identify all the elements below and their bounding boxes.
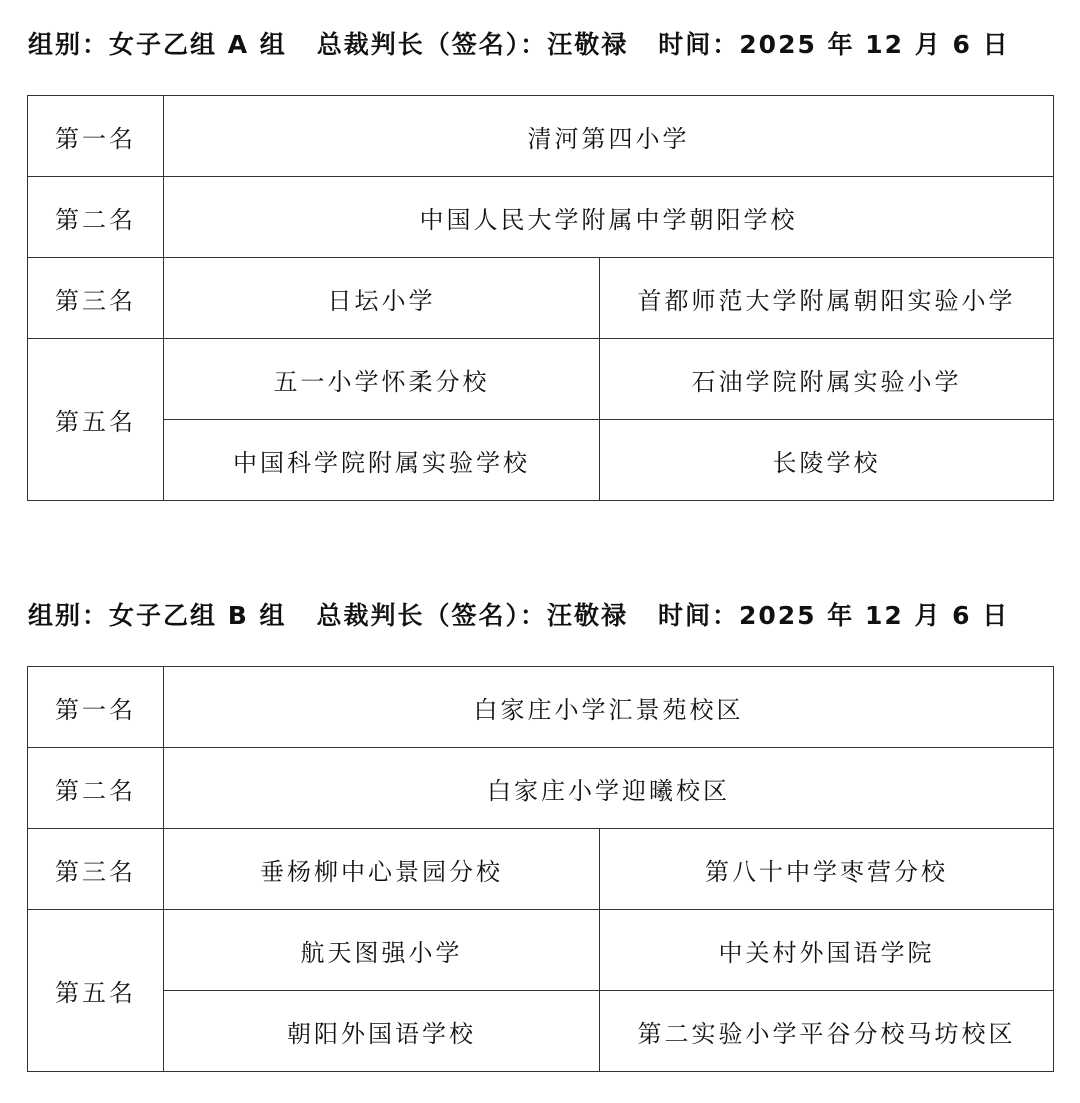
rank-cell: 第五名 [28, 339, 164, 501]
school-cell: 石油学院附属实验小学 [600, 339, 1054, 420]
rank-cell: 第一名 [28, 667, 164, 748]
date-label: 时间：2025 年 12 月 6 日 [657, 601, 1010, 630]
group-label: 组别：女子乙组 A 组 [28, 30, 287, 59]
third-place-row [28, 829, 1054, 910]
school-cell: 垂杨柳中心景园分校 [164, 829, 600, 910]
school-cell: 第八十中学枣营分校 [600, 829, 1054, 910]
rank-cell: 第二名 [28, 177, 164, 258]
rank-cell: 第一名 [28, 96, 164, 177]
group-b-header [28, 599, 1009, 633]
rank-cell: 第五名 [28, 910, 164, 1072]
fifth-place-row [28, 910, 1054, 991]
rank-cell: 第三名 [28, 829, 164, 910]
school-cell: 日坛小学 [164, 258, 600, 339]
date-label: 时间：2025 年 12 月 6 日 [658, 30, 1010, 59]
school-cell: 航天图强小学 [164, 910, 600, 991]
referee-label: 总裁判长（签名）：汪敬禄 [316, 30, 629, 59]
fifth-place-row [28, 339, 1054, 420]
school-cell: 中关村外国语学院 [600, 910, 1054, 991]
school-cell: 五一小学怀柔分校 [164, 339, 600, 420]
group-b-results-table [27, 666, 1054, 1072]
rank-cell: 第三名 [28, 258, 164, 339]
fifth-place-row [28, 420, 1054, 501]
first-place-row [28, 667, 1054, 748]
school-cell: 清河第四小学 [164, 96, 1054, 177]
third-place-row [28, 258, 1054, 339]
rank-cell: 第二名 [28, 748, 164, 829]
school-cell: 中国人民大学附属中学朝阳学校 [164, 177, 1054, 258]
first-place-row [28, 96, 1054, 177]
school-cell: 中国科学院附属实验学校 [164, 420, 600, 501]
school-cell: 白家庄小学迎曦校区 [164, 748, 1054, 829]
school-cell: 长陵学校 [600, 420, 1054, 501]
school-cell: 第二实验小学平谷分校马坊校区 [600, 991, 1054, 1072]
group-a-header [28, 28, 1010, 62]
group-a-results-table [27, 95, 1054, 501]
second-place-row [28, 748, 1054, 829]
school-cell: 朝阳外国语学校 [164, 991, 600, 1072]
school-cell: 首都师范大学附属朝阳实验小学 [600, 258, 1054, 339]
group-label: 组别：女子乙组 B 组 [28, 601, 287, 630]
second-place-row [28, 177, 1054, 258]
fifth-place-row [28, 991, 1054, 1072]
school-cell: 白家庄小学汇景苑校区 [164, 667, 1054, 748]
referee-label: 总裁判长（签名）：汪敬禄 [316, 601, 628, 630]
